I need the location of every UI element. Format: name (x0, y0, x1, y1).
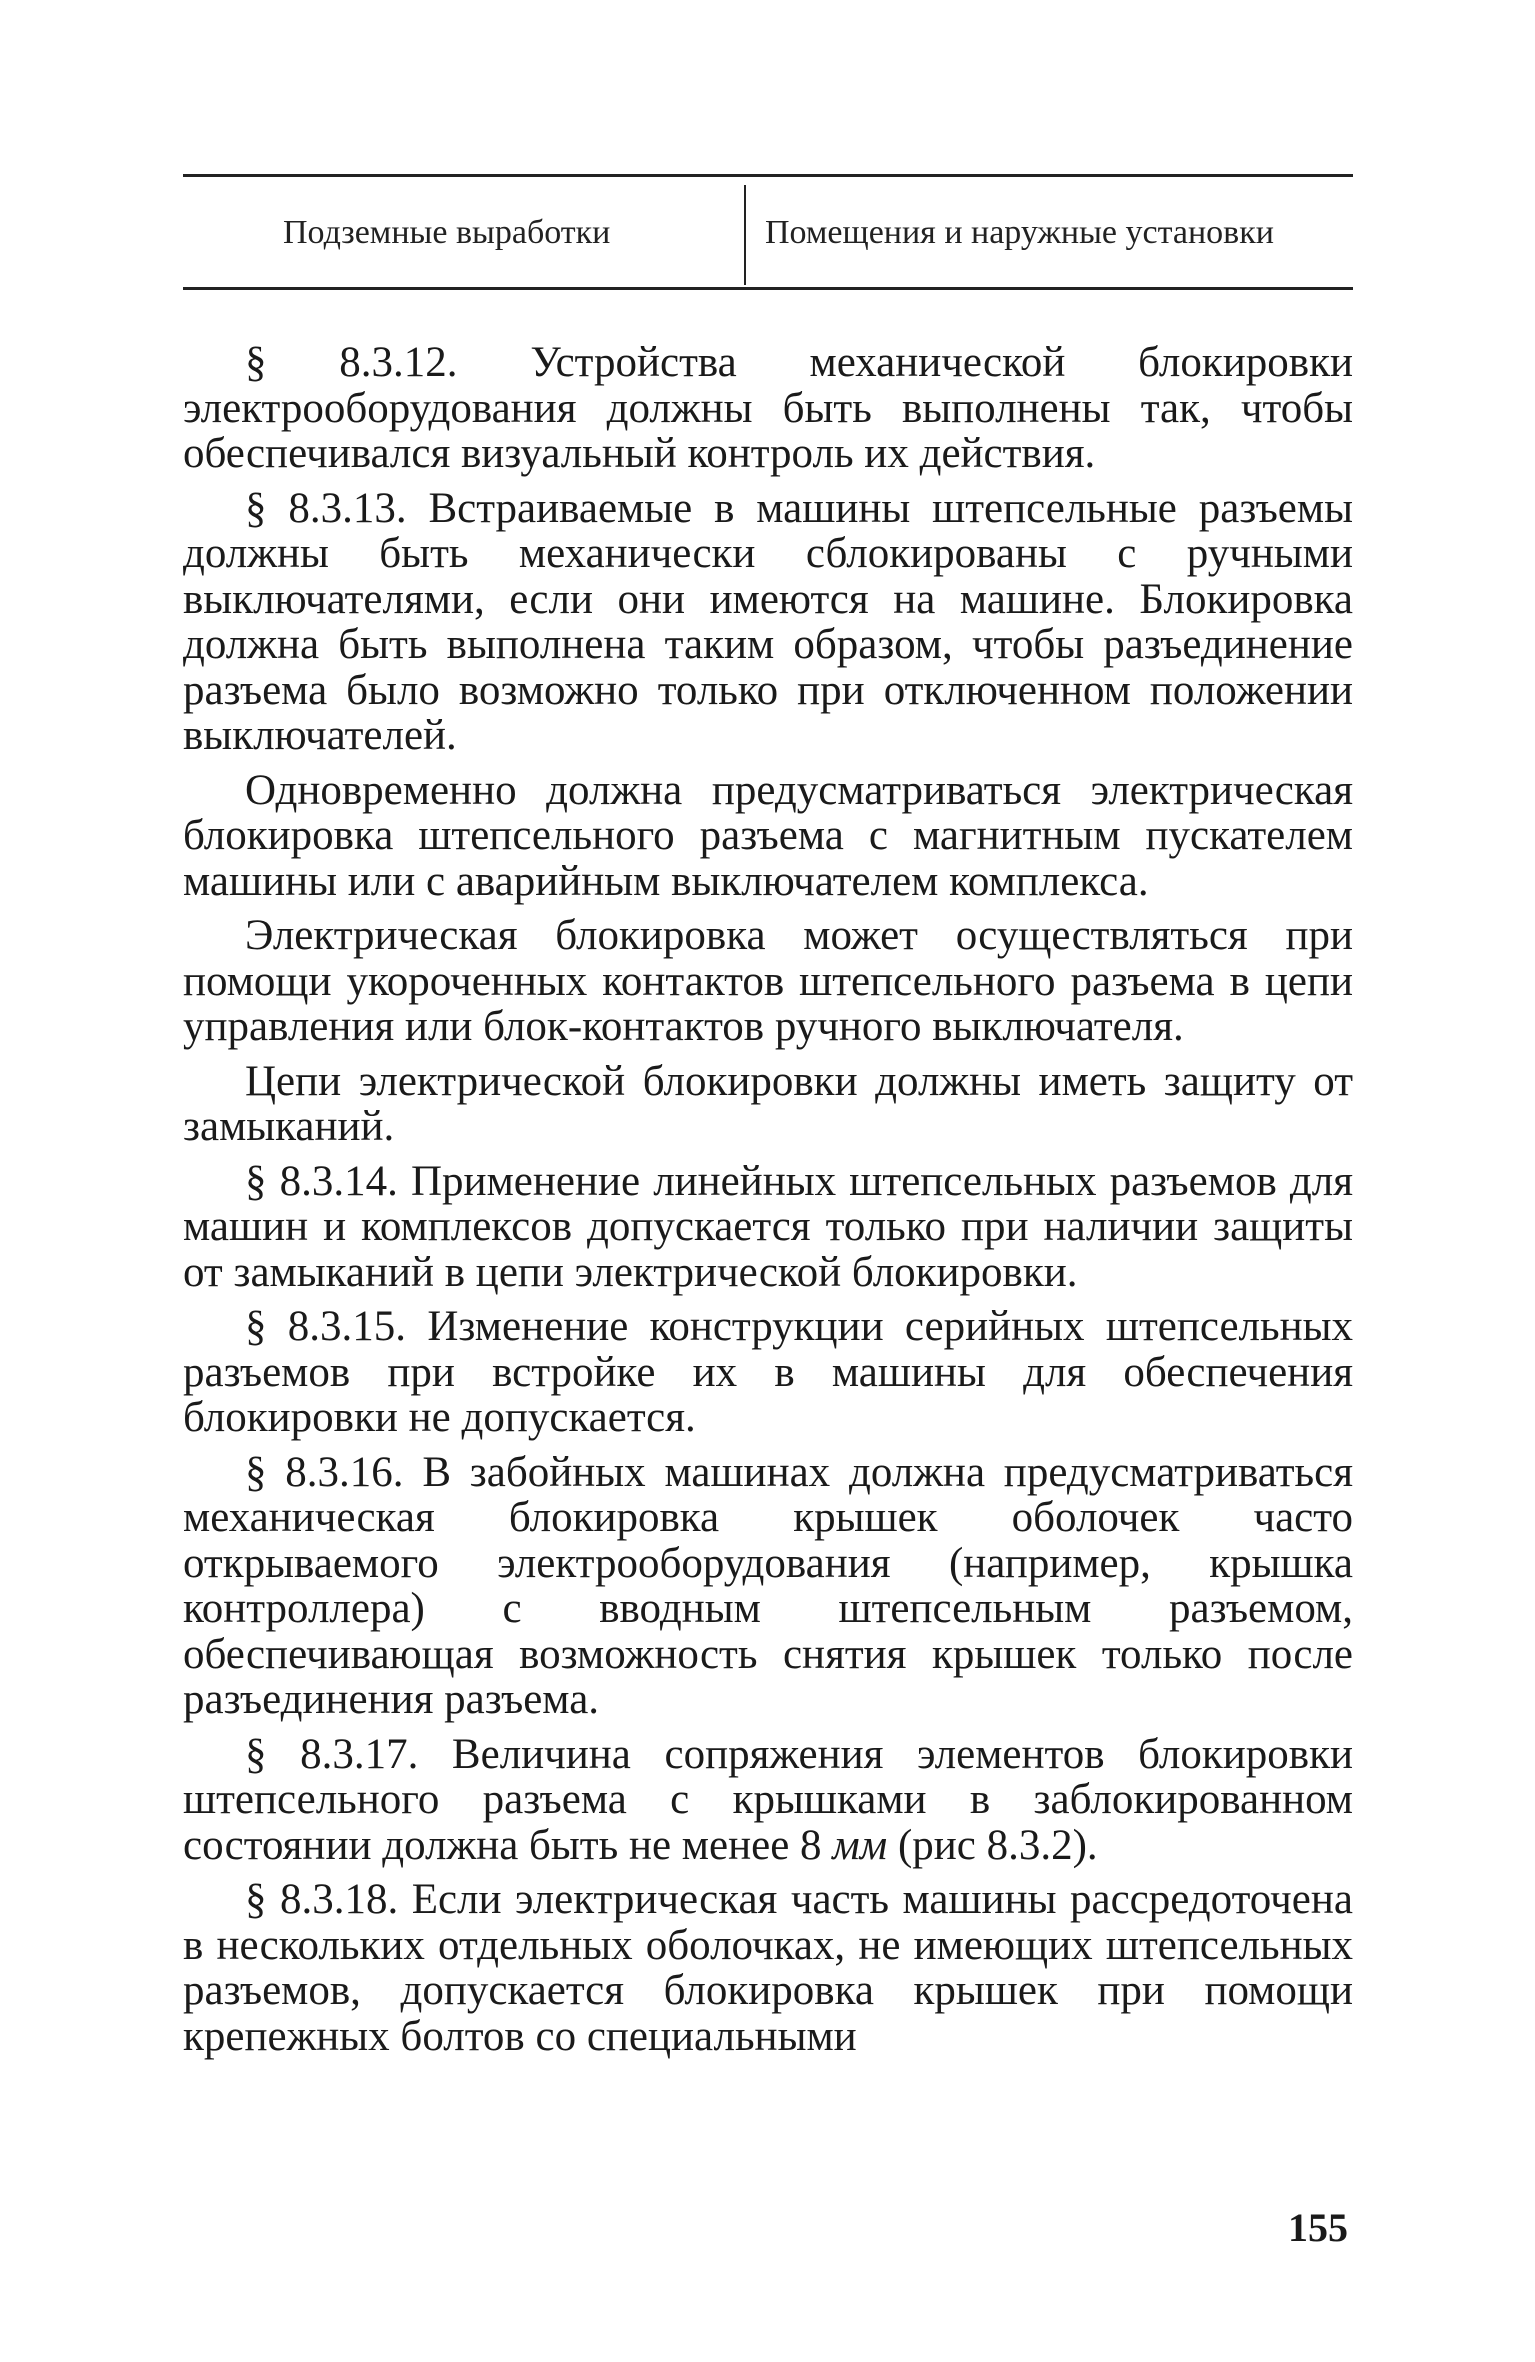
body-text (183, 340, 1353, 2059)
figure-reference: (рис 8.3.2). (897, 1821, 1098, 1869)
running-header (183, 174, 1353, 290)
paragraph-8-3-12: § 8.3.12. Устройства механической блокировки электрооборудования должны быть выполнены так, чтобы обеспечивался визуальный контроль их действия. (183, 339, 1353, 477)
unit-mm: мм (832, 1821, 888, 1869)
paragraph-interlock-contacts: Электрическая блокировка может осуществляться при помощи укороченных контактов штепсельного разъема в цепи управления или блок-контактов ручного выключателя. (183, 912, 1353, 1050)
paragraph-8-3-17 (183, 1732, 1353, 1869)
paragraph-8-3-17-text: § 8.3.17. Величина сопряжения элементов блокировки штепсельного разъема с крышками в заблокированном состоянии должна быть не менее 8 (183, 1730, 1353, 1869)
paragraph-8-3-15: § 8.3.15. Изменение конструкции серийных штепсельных разъемов при встройке их в машины для обеспечения блокировки не допускается. (183, 1303, 1353, 1441)
paragraph-8-3-16: § 8.3.16. В забойных машинах должна предусматриваться механическая блокировка крышек оболочек часто открываемого электрооборудования (например, крышка контроллера) с вводным штепсельным разъемом, обеспечивающая возможность снятия крышек только после разъединения разъема. (183, 1448, 1353, 1723)
paragraph-8-3-14: § 8.3.14. Применение линейных штепсельных разъемов для машин и комплексов допускается только при наличии защиты от замыканий в цепи электрической блокировки. (183, 1157, 1353, 1296)
header-left-cell: Подземные выработки (283, 214, 611, 251)
paragraph-8-3-18: § 8.3.18. Если электрическая часть машины рассредоточена в нескольких отдельных оболочках, не имеющих штепсельных разъемов, допускается блокировка крышек при помощи крепежных болтов со специальными (183, 1876, 1353, 2060)
paragraph-8-3-13: § 8.3.13. Встраиваемые в машины штепсельные разъемы должны быть механически сблокированы с ручными выключателями, если они имеются на машине. Блокировка должна быть выполнена таким образом, чтобы разъединение разъема было возможно только при отключенном положении выключателей. (183, 484, 1353, 759)
header-divider (744, 185, 746, 285)
header-right-cell: Помещения и наружные установки (765, 214, 1274, 251)
paragraph-interlock-protection: Цепи электрической блокировки должны иметь защиту от замыканий. (183, 1057, 1353, 1150)
paragraph-electric-interlock: Одновременно должна предусматриваться электрическая блокировка штепсельного разъема с магнитным пускателем машины или с аварийным выключателем комплекса. (183, 766, 1353, 905)
page-number: 155 (1288, 2205, 1348, 2250)
